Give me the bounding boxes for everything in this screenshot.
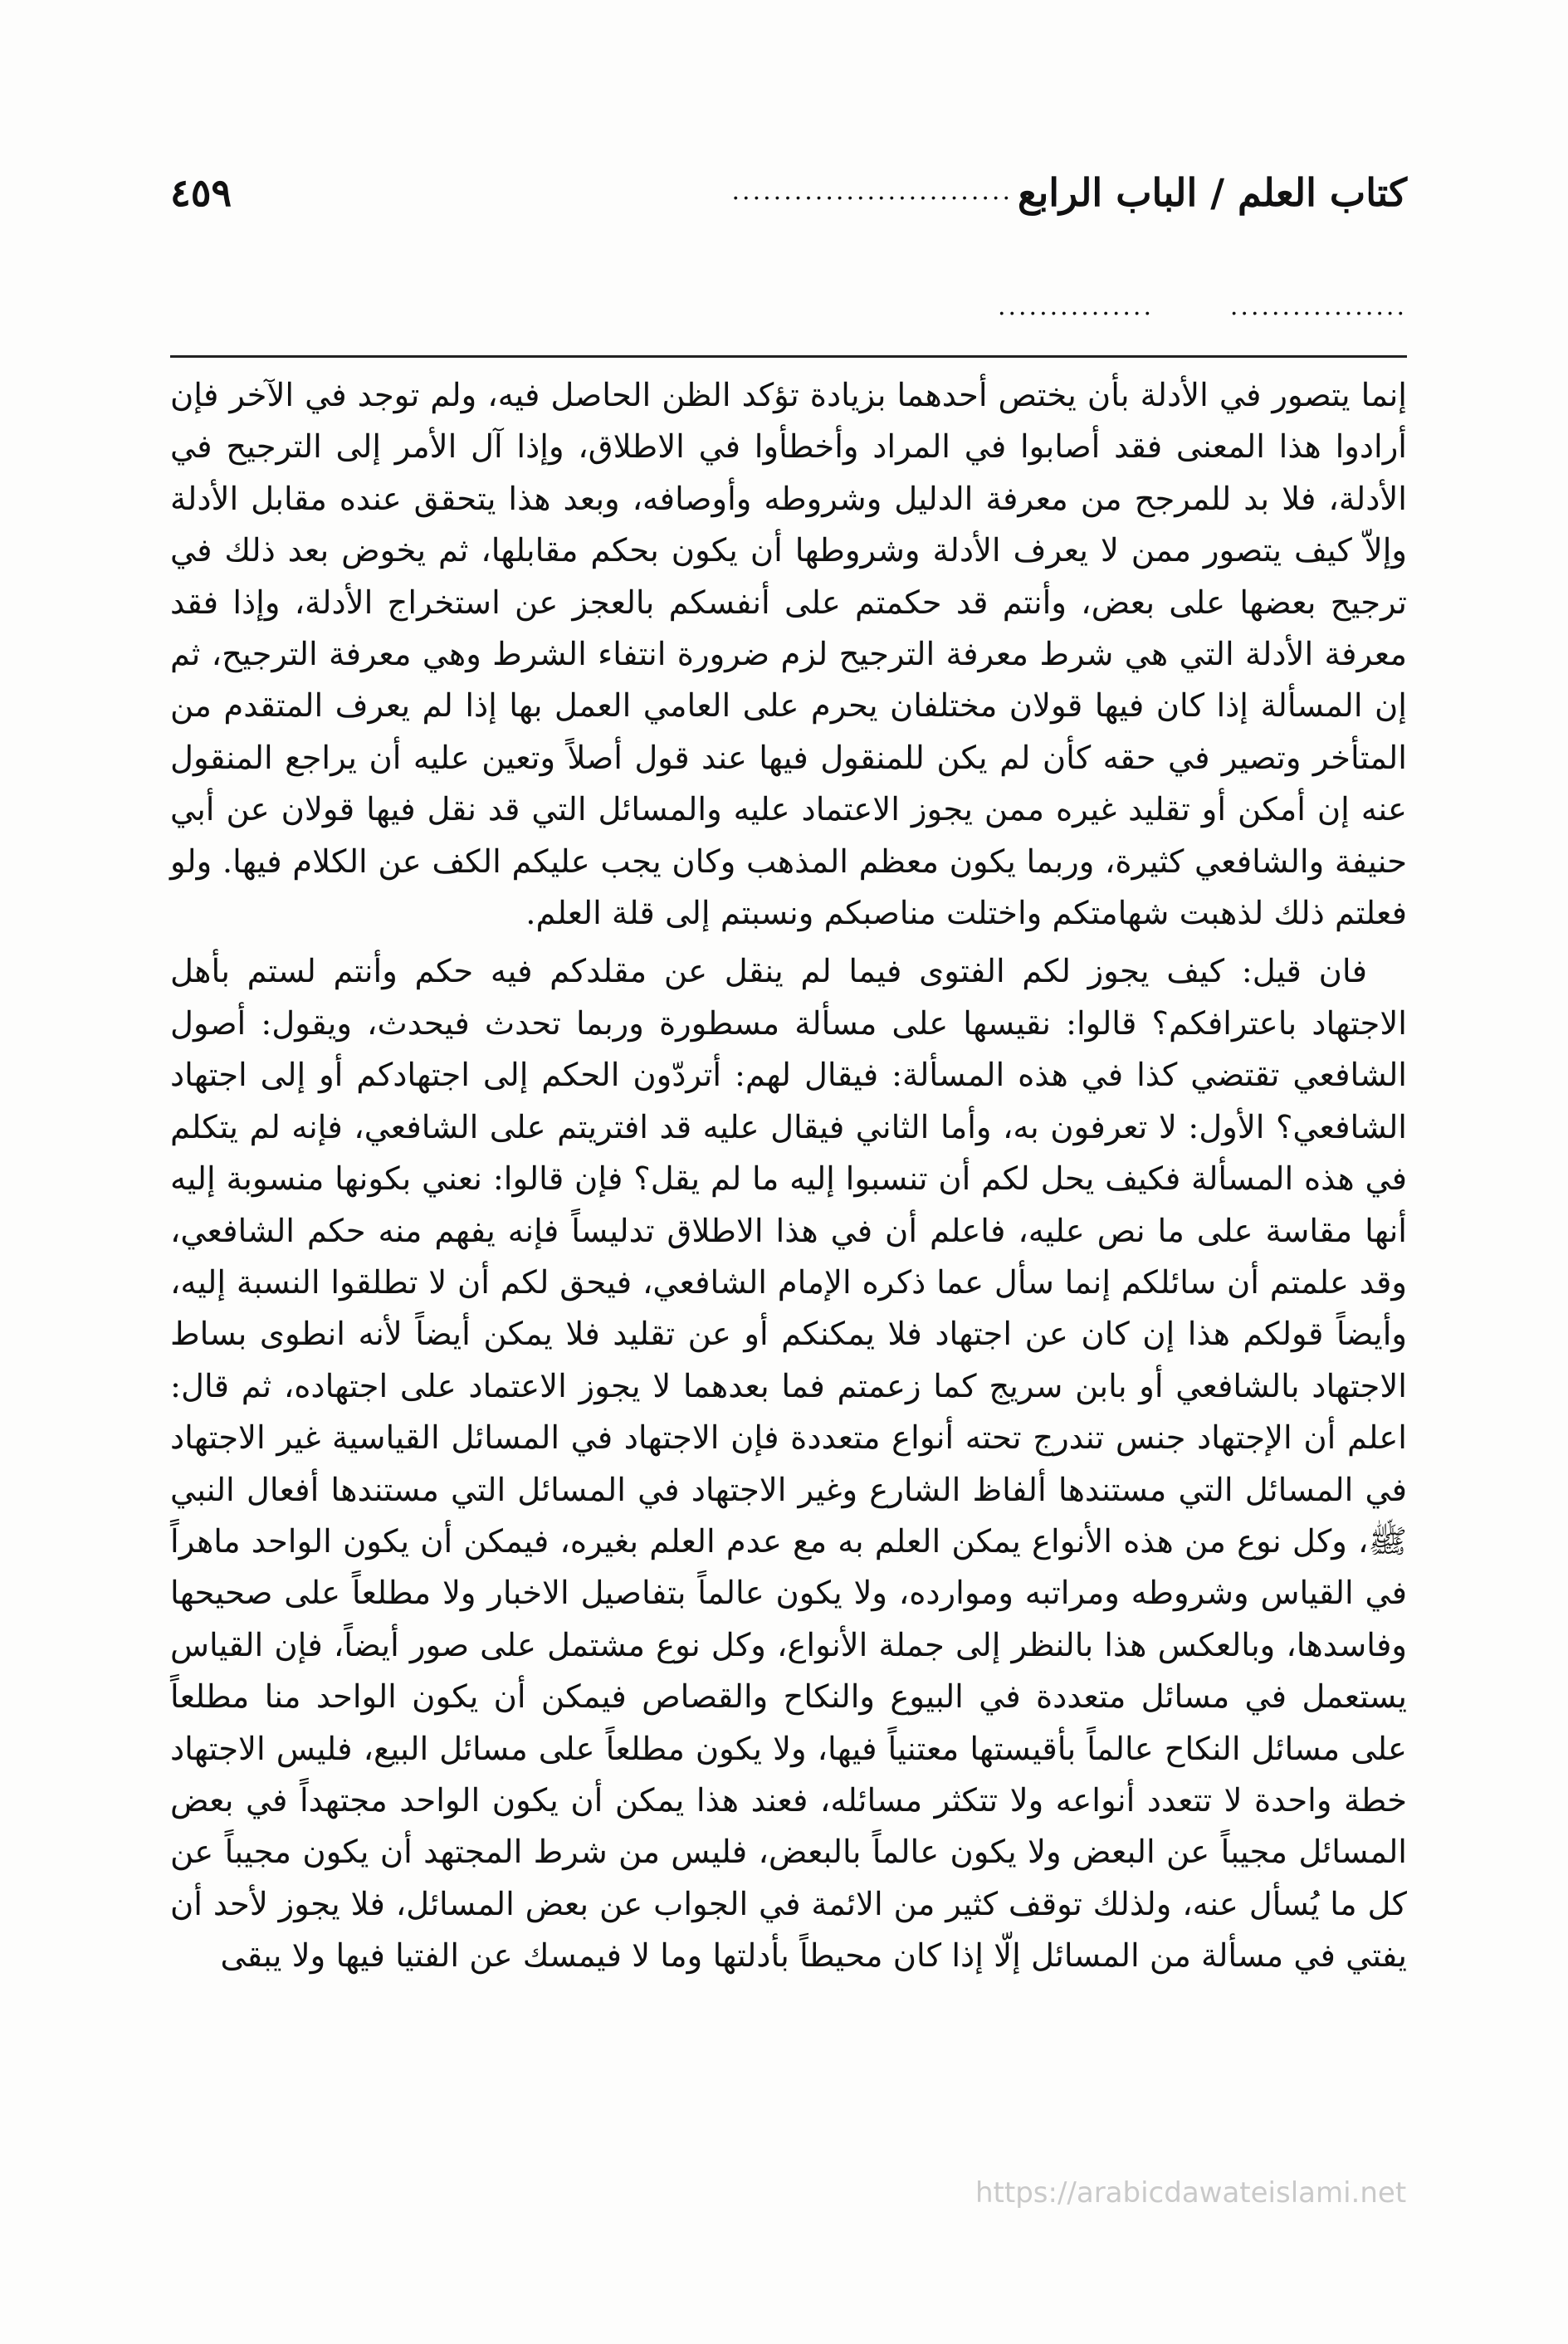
paragraph: فان قيل: كيف يجوز لكم الفتوى فيما لم ينقل عن مقلدكم فيه حكم وأنتم لستم بأهل الاجتهاد باعترافكم؟ قالوا: نقيسها على مسألة مسطورة وربما تحدث فيحدث، ويقول: أصول الشافعي تقتضي كذا في هذه المسألة: فيقال لهم: أتردّون الحكم إلى اجتهادكم أو إلى اجتهاد الشافعي؟ الأول: لا تعرفون به، وأما الثاني فيقال عليه قد افتريتم على الشافعي، فإنه لم يتكلم في هذه المسألة فكيف يحل لكم أن تنسبوا إليه ما لم يقل؟ فإن قالوا: نعني بكونها منسوبة إليه أنها مقاسة على ما نص عليه، فاعلم أن في هذا الاطلاق تدليساً فإنه يفهم منه حكم الشافعي، وقد علمتم أن سائلكم إنما سأل عما ذكره الإمام الشافعي، فيحق لكم أن لا تطلقوا النسبة إليه، وأيضاً قولكم هذا إن كان عن اجتهاد فلا يمكنكم أو عن تقليد فلا يمكن أيضاً لأنه انطوى بساط الاجتهاد بالشافعي أو بابن سريج كما زعمتم فما بعدهما لا يجوز الاعتماد على اجتهاده، ثم قال: اعلم أن الإجتهاد جنس تندرج تحته أنواع متعددة فإن الاجتهاد في المسائل القياسية غير الاجتهاد في المسائل التي مستندها ألفاظ الشارع وغير الاجتهاد في المسائل التي مستندها أفعال النبي ﷺ، وكل نوع من هذه الأنواع يمكن العلم به مع عدم العلم بغيره، فيمكن أن يكون الواحد ماهراً في القياس وشروطه ومراتبه وموارده، ولا يكون عالماً بتفاصيل الاخبار ولا مطلعاً على صحيحها وفاسدها، وبالعكس هذا بالنظر إلى جملة الأنواع، وكل نوع مشتمل على صور أيضاً، فإن القياس يستعمل في مسائل متعددة في البيوع والنكاح والقصاص فيمكن أن يكون الواحد منا مطلعاً على مسائل النكاح عالماً بأقيستها معتنياً فيها، ولا يكون مطلعاً على مسائل البيع، فليس الاجتهاد خطة واحدة لا تتعدد أنواعه ولا تتكثر مسائله، فعند هذا يمكن أن يكون الواحد مجتهداً في بعض المسائل مجيباً عن البعض ولا يكون عالماً بالبعض، فليس من شرط المجتهد أن يكون مجيباً عن كل ما يُسأل عنه، ولذلك توقف كثير من الائمة في الجواب عن بعض المسائل، فلا يجوز لأحد أن يفتي في مسألة من المسائل إلّا إذا كان محيطاً بأدلتها وما لا فيمسك عن الفتيا فيها ولا يبقى — [170, 953, 1407, 1975]
separator-dots-left: ............... — [997, 292, 1154, 321]
separator-dots-right: ................. — [1229, 292, 1407, 321]
watermark-url: https://arabicdawateislami.net — [975, 2176, 1407, 2210]
page-number: ٤٥٩ — [170, 170, 232, 215]
paragraph: إنما يتصور في الأدلة بأن يختص أحدهما بزيادة تؤكد الظن الحاصل فيه، ولم توجد في الآخر فإن أرادوا هذا المعنى فقد أصابوا في المراد وأخطأوا في الاطلاق، وإذا آل الأمر إلى الترجيح في الأدلة، فلا بد للمرجح من معرفة الدليل وشروطه وأوصافه، وبعد هذا يتحقق عنده مقابل الأدلة وإلاّ كيف يتصور ممن لا يعرف الأدلة وشروطها أن يكون بحكم مقابلها، ثم يخوض بعد ذلك في ترجيح بعضها على بعض، وأنتم قد حكمتم على أنفسكم بالعجز عن استخراج الأدلة، وإذا فقد معرفة الأدلة التي هي شرط معرفة الترجيح لزم ضرورة انتفاء الشرط وهي معرفة الترجيح، ثم إن المسألة إذا كان فيها قولان مختلفان يحرم على العامي العمل بها إذا لم يعرف المتقدم من المتأخر وتصير في حقه كأن لم يكن للمنقول فيها عند قول أصلاً وتعين عليه أن يراجع المنقول عنه إن أمكن أو تقليد غيره ممن يجوز الاعتماد عليه والمسائل التي قد نقل فيها قولان عن أبي حنيفة والشافعي كثيرة، وربما يكون معظم المذهب وكان يجب عليكم الكف عن الكلام فيها. ولو فعلتم ذلك لذهبت شهامتكم واختلت مناصبكم ونسبتم إلى قلة العلم. — [170, 377, 1407, 933]
running-header — [170, 170, 1407, 237]
main-text — [170, 370, 1407, 1983]
header-leader-dots: ........................... — [731, 177, 1013, 206]
header-rule — [170, 355, 1407, 358]
chapter-title: كتاب العلم / الباب الرابع — [1017, 170, 1407, 215]
